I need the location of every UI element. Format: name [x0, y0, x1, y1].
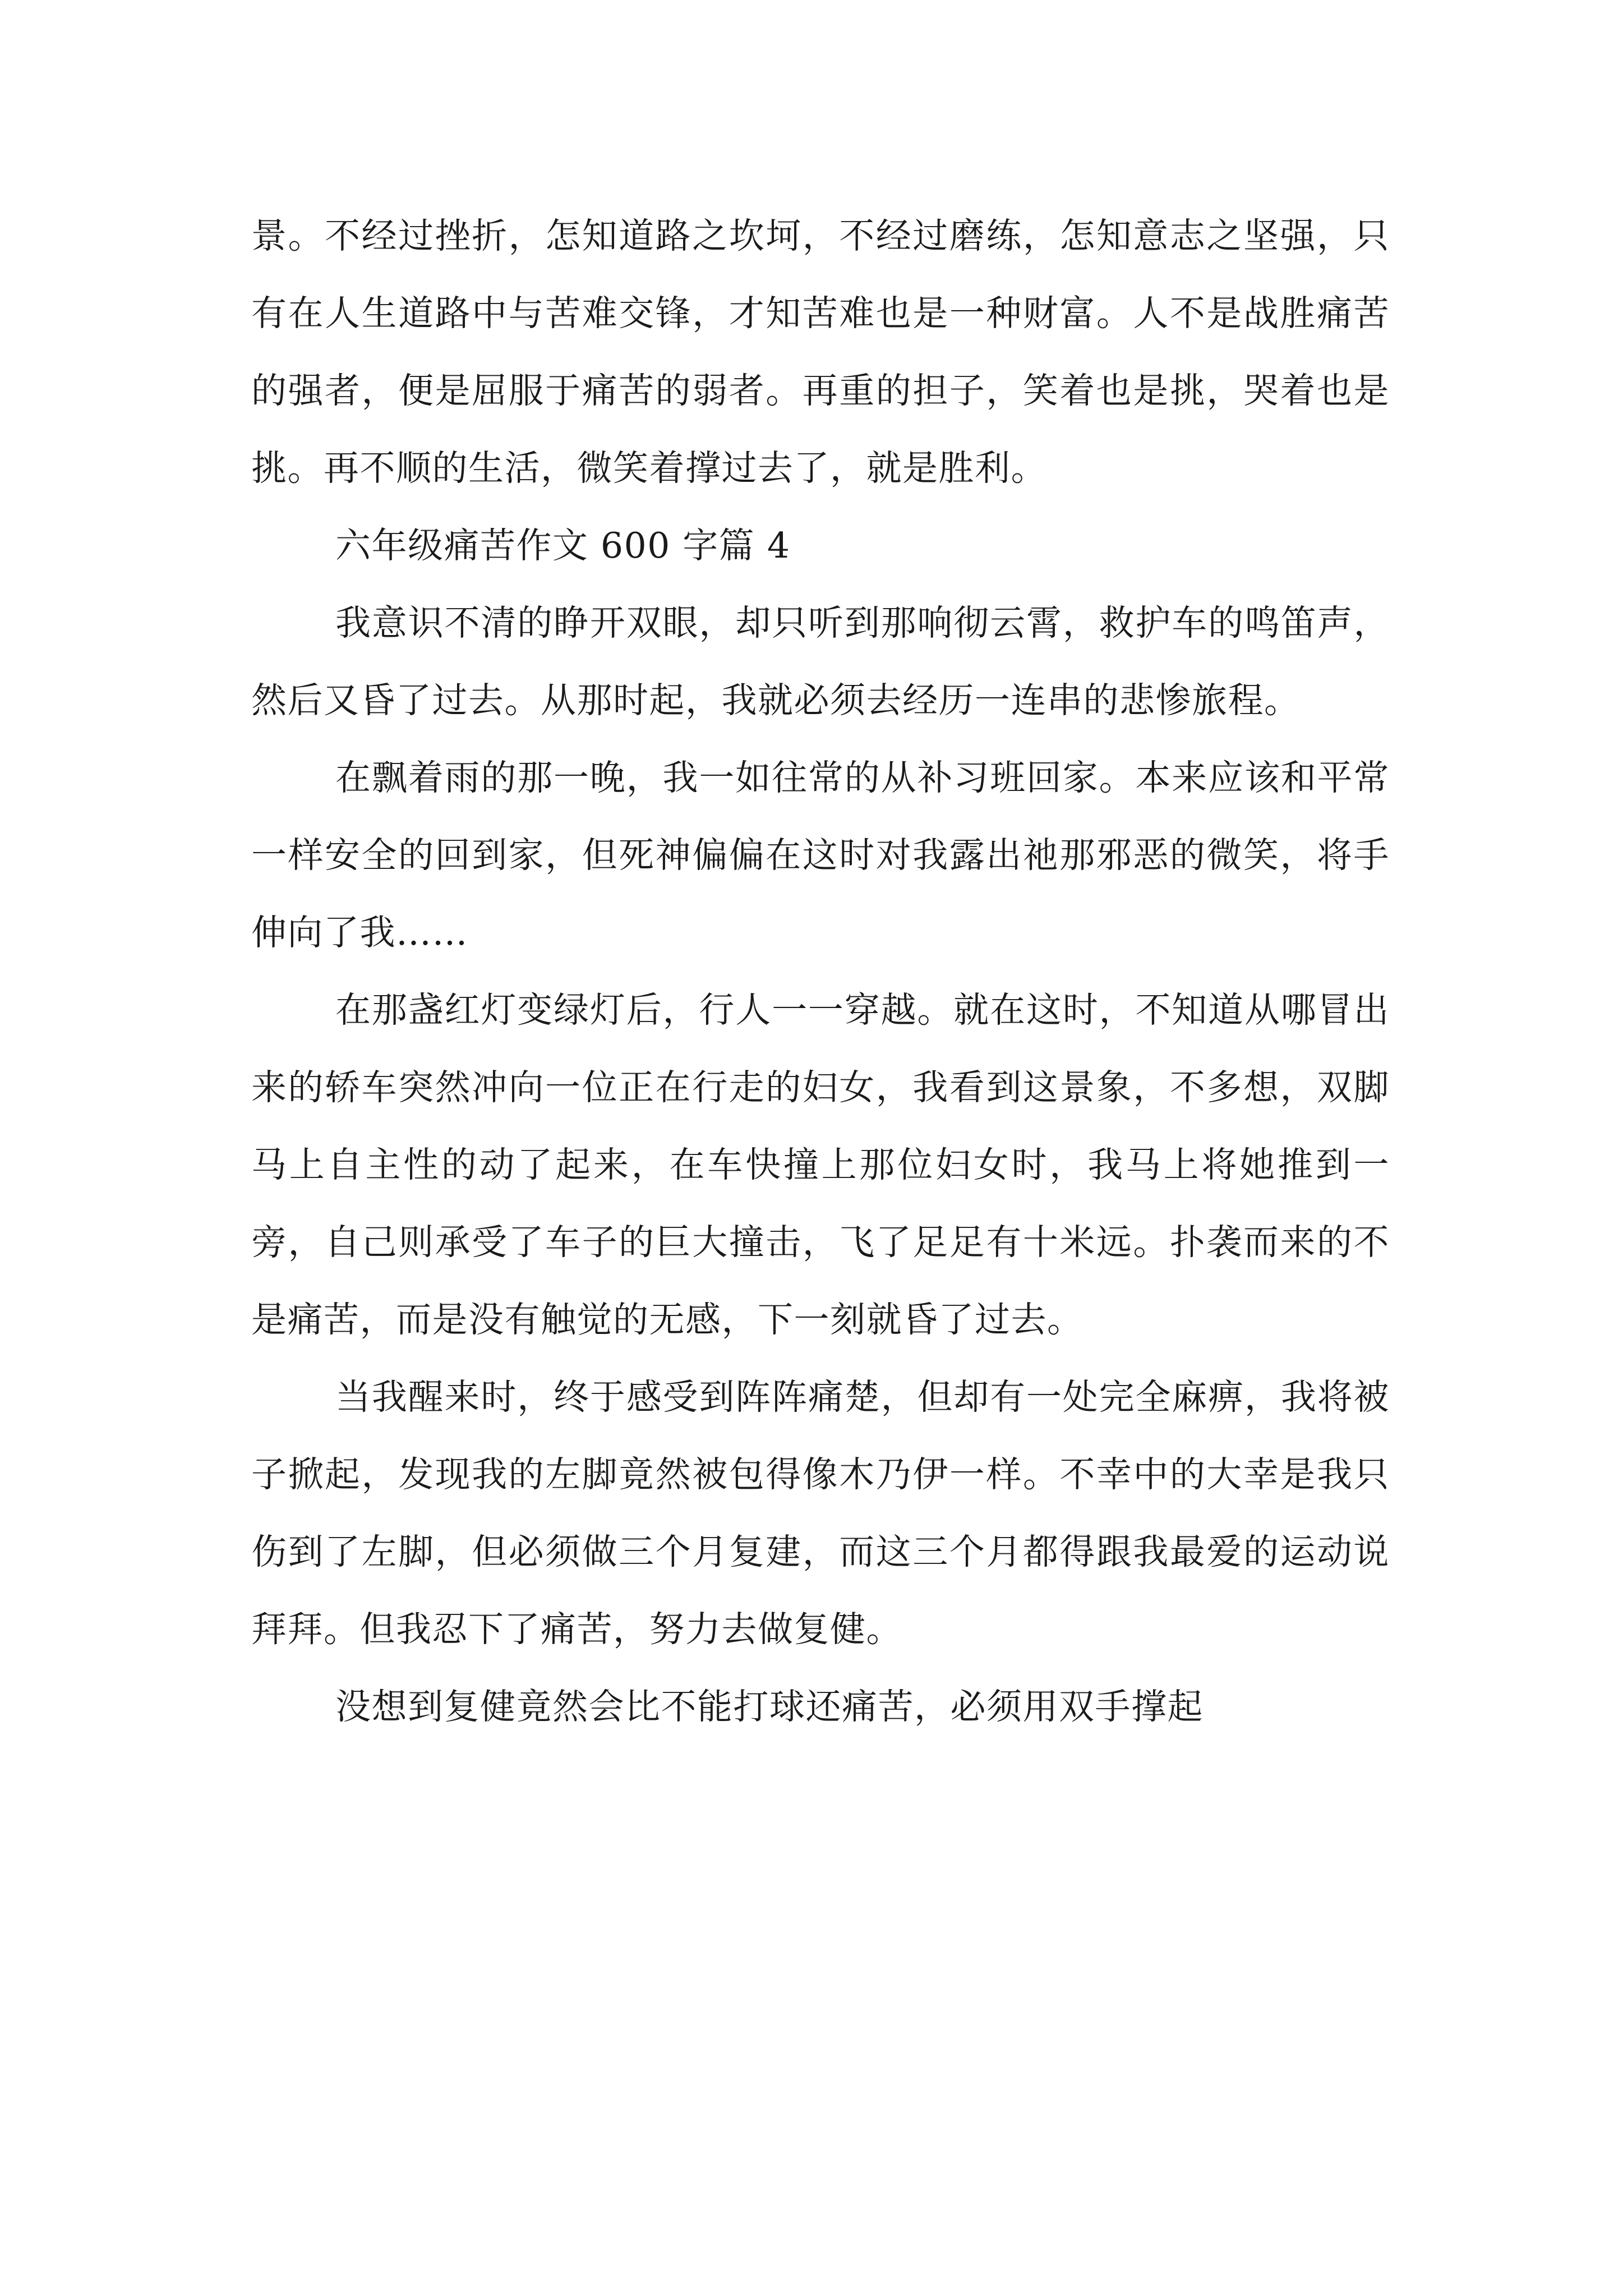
paragraph: 没想到复健竟然会比不能打球还痛苦，必须用双手撑起	[335, 1686, 1204, 1727]
paragraph: 当我醒来时，终于感受到阵阵痛楚，但却有一处完全麻痹，我将被子掀起，发现我的左脚竟然被包得像木乃伊一样。不幸中的大幸是我只伤到了左脚，但必须做三个月复建，而这三个月都得跟我最爱的运动说拜拜。但我忍下了痛苦，努力去做复健。	[251, 1377, 1390, 1650]
document-body	[251, 197, 1390, 1746]
paragraph-continuation: 景。不经过挫折，怎知道路之坎坷，不经过磨练，怎知意志之坚强，只有在人生道路中与苦难交锋，才知苦难也是一种财富。人不是战胜痛苦的强者，便是屈服于痛苦的弱者。再重的担子，笑着也是挑，哭着也是挑。再不顺的生活，微笑着撑过去了，就是胜利。	[251, 215, 1390, 489]
paragraph: 在飘着雨的那一晚，我一如往常的从补习班回家。本来应该和平常一样安全的回到家，但死神偏偏在这时对我露出祂那邪恶的微笑，将手伸向了我……	[251, 757, 1390, 953]
paragraph: 我意识不清的睁开双眼，却只听到那响彻云霄，救护车的鸣笛声，然后又昏了过去。从那时起，我就必须去经历一连串的悲惨旅程。	[251, 602, 1390, 721]
section-heading: 六年级痛苦作文 600 字篇 4	[335, 525, 791, 566]
paragraph: 在那盏红灯变绿灯后，行人一一穿越。就在这时，不知道从哪冒出来的轿车突然冲向一位正在行走的妇女，我看到这景象，不多想，双脚马上自主性的动了起来，在车快撞上那位妇女时，我马上将她推到一旁，自己则承受了车子的巨大撞击，飞了足足有十米远。扑袭而来的不是痛苦，而是没有触觉的无感，下一刻就昏了过去。	[251, 990, 1390, 1340]
